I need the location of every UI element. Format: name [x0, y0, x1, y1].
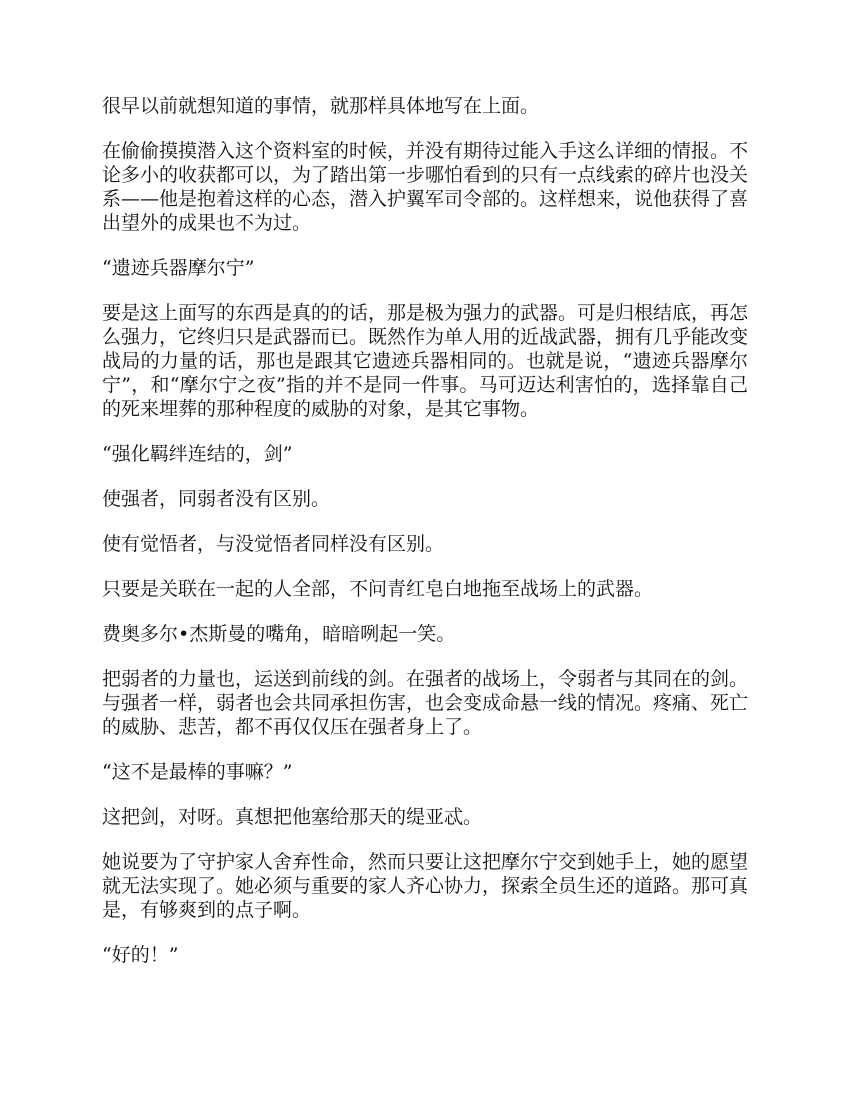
paragraph: 把弱者的力量也，运送到前线的剑。在强者的战场上，令弱者与其同在的剑。与强者一样，弱者也会共同承担伤害，也会变成命悬一线的情况。疼痛、死亡的威胁、悲苦，都不再仅仅压在强者身上了。 — [102, 668, 749, 738]
paragraph: 使有觉悟者，与没觉悟者同样没有区别。 — [102, 533, 445, 555]
paragraph: 她说要为了守护家人舍弃性命，然而只要让这把摩尔宁交到她手上，她的愿望就无法实现了。她必须与重要的家人齐心协力，探索全员生还的道路。那可真是，有够爽到的点子啊。 — [102, 851, 749, 921]
paragraph: 使强者，同弱者没有区别。 — [102, 488, 331, 510]
paragraph: 费奥多尔•杰斯曼的嘴角，暗暗咧起一笑。 — [102, 623, 456, 645]
paragraph: “这不是最棒的事嘛？” — [102, 761, 293, 783]
paragraph: 只要是关联在一起的人全部，不问青红皂白地拖至战场上的武器。 — [102, 578, 654, 600]
paragraph: 在偷偷摸摸潜入这个资料室的时候，并没有期待过能入手这么详细的情报。不论多小的收获都可以，为了踏出第一步哪怕看到的只有一点线索的碎片也没关系——他是抱着这样的心态，潜入护翼军司令部的。这样想来，说他获得了喜出望外的成果也不为过。 — [102, 140, 749, 234]
document-page — [102, 94, 748, 988]
paragraph: 这把剑，对呀。真想把他塞给那天的缇亚忒。 — [102, 806, 483, 828]
paragraph: “遗迹兵器摩尔宁” — [102, 257, 255, 279]
paragraph: “好的！” — [102, 944, 179, 966]
paragraph: “强化羁绊连结的，剑” — [102, 443, 293, 465]
paragraph: 很早以前就想知道的事情，就那样具体地写在上面。 — [102, 95, 540, 117]
paragraph: 要是这上面写的东西是真的的话，那是极为强力的武器。可是归根结底，再怎么强力，它终归只是武器而已。既然作为单人用的近战武器，拥有几乎能改变战局的力量的话，那也是跟其它遗迹兵器相同的。也就是说，“遗迹兵器摩尔宁”，和“摩尔宁之夜”指的并不是同一件事。马可迈达利害怕的，选择靠自己的死来埋葬的那种程度的威胁的对象，是其它事物。 — [102, 302, 749, 420]
